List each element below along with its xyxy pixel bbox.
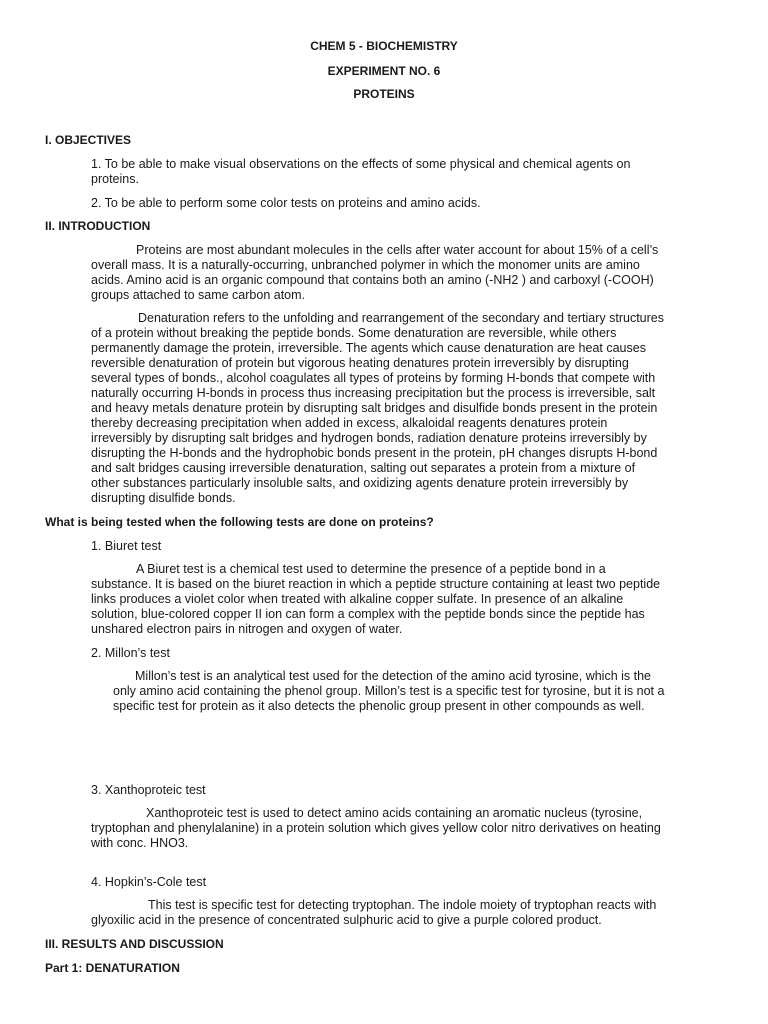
test-line: substance. It is based on the biuret reaction in which a peptide structure containing at least two peptide (91, 577, 661, 591)
intro-line: Proteins are most abundant molecules in the cells after water account for about 15% of a cell’s (136, 243, 659, 257)
results-heading: III. RESULTS AND DISCUSSION (45, 937, 224, 951)
objectives-heading: I. OBJECTIVES (45, 133, 132, 147)
objective-2-line: 2. To be able to perform some color tests on proteins and amino acids. (91, 196, 481, 210)
part1-heading: Part 1: DENATURATION (45, 961, 180, 975)
test-description (91, 562, 660, 637)
objective-item-2 (91, 196, 481, 211)
test-line: only amino acid containing the phenol group. Millon’s test is a specific test for tyrosine, but it is not a (113, 684, 665, 698)
intro-line: thereby decreasing precipitation when added in excess, alkaloidal reagents denatures protein (91, 416, 608, 430)
test-description (113, 669, 664, 714)
experiment-number: EXPERIMENT NO. 6 (327, 64, 441, 78)
question-heading: What is being tested when the following tests are done on proteins? (45, 515, 434, 529)
intro-line: and salt bridges causing irreversible denaturation, salting out separates a protein from a mixture of (91, 461, 636, 475)
intro-line: other substances particularly insoluble salts, and oxidizing agents denature protein irreversibly by (91, 476, 629, 490)
intro-line: Denaturation refers to the unfolding and rearrangement of the secondary and tertiary structures (138, 311, 664, 325)
test-line: This test is specific test for detecting tryptophan. The indole moiety of tryptophan reacts with (148, 898, 657, 912)
test-description (91, 898, 656, 928)
test-line: solution, blue-colored copper II ion can form a complex with the peptide bonds since the peptide has (91, 607, 645, 621)
intro-line: several types of bonds., alcohol coagulates all types of proteins by forming H-bonds that compete with (91, 371, 656, 385)
test-line: tryptophan and phenylalanine) in a protein solution which gives yellow color nitro derivatives on heating (91, 821, 661, 835)
intro-line: acids. Amino acid is an organic compound that contains both an amino (-NH2 ) and carboxyl (-COOH) (91, 273, 654, 287)
test-line: A Biuret test is a chemical test used to determine the presence of a peptide bond in a (136, 562, 606, 576)
test-description (91, 806, 661, 851)
intro-line: disrupting disulfide bonds. (91, 491, 236, 505)
test-title: 3. Xanthoproteic test (91, 783, 206, 797)
test-line: unshared electron pairs in nitrogen and oxygen of water. (91, 622, 403, 636)
intro-line: permanently damage the protein, irreversible. The agents which cause denaturation are heat causes (91, 341, 646, 355)
intro-paragraph-1 (91, 243, 658, 303)
intro-line: naturally occurring H-bonds in process thus increasing precipitation but the process is irreversible, salt (91, 386, 656, 400)
intro-line: reversible denaturation of protein but vigorous heating denatures protein irreversibly by disrupting (91, 356, 629, 370)
course-title: CHEM 5 - BIOCHEMISTRY (310, 39, 458, 53)
test-line: Millon’s test is an analytical test used for the detection of the amino acid tyrosine, which is the (135, 669, 652, 683)
intro-line: and heavy metals denature protein by disrupting salt bridges and disulfide bonds present in the protein (91, 401, 658, 415)
intro-line: irreversibly by disrupting salt bridges and hydrogen bonds, radiation denature proteins irreversibly by (91, 431, 647, 445)
intro-line: groups attached to same carbon atom. (91, 288, 306, 302)
introduction-heading: II. INTRODUCTION (45, 219, 151, 233)
test-line: specific test for protein as it also detects the phenolic group present in other compounds as well. (113, 699, 645, 713)
intro-line: of a protein without breaking the peptide bonds. Some denaturation are reversible, while others (91, 326, 617, 340)
test-title: 4. Hopkin’s-Cole test (91, 875, 207, 889)
objective-1-line: 1. To be able to make visual observations on the effects of some physical and chemical agents on (91, 157, 631, 171)
intro-paragraph-2 (91, 311, 664, 506)
test-line: glyoxilic acid in the presence of concentrated sulphuric acid to give a purple colored product. (91, 913, 602, 927)
test-line: Xanthoproteic test is used to detect amino acids containing an aromatic nucleus (tyrosine, (146, 806, 643, 820)
test-title: 1. Biuret test (91, 539, 162, 553)
intro-line: overall mass. It is a naturally-occurring, unbranched polymer in which the monomer units are amino (91, 258, 640, 272)
objective-item-1 (91, 157, 630, 187)
test-title: 2. Millon’s test (91, 646, 170, 660)
intro-line: disrupting the H-bonds and the hydrophobic bonds present in the protein, pH changes disrupts H-bond (91, 446, 658, 460)
objective-1-line: proteins. (91, 172, 139, 186)
test-line: with conc. HNO3. (91, 836, 189, 850)
topic-title: PROTEINS (353, 87, 415, 101)
test-line: links produces a violet color when treated with alkaline copper sulfate. In presence of an alkaline (91, 592, 624, 606)
